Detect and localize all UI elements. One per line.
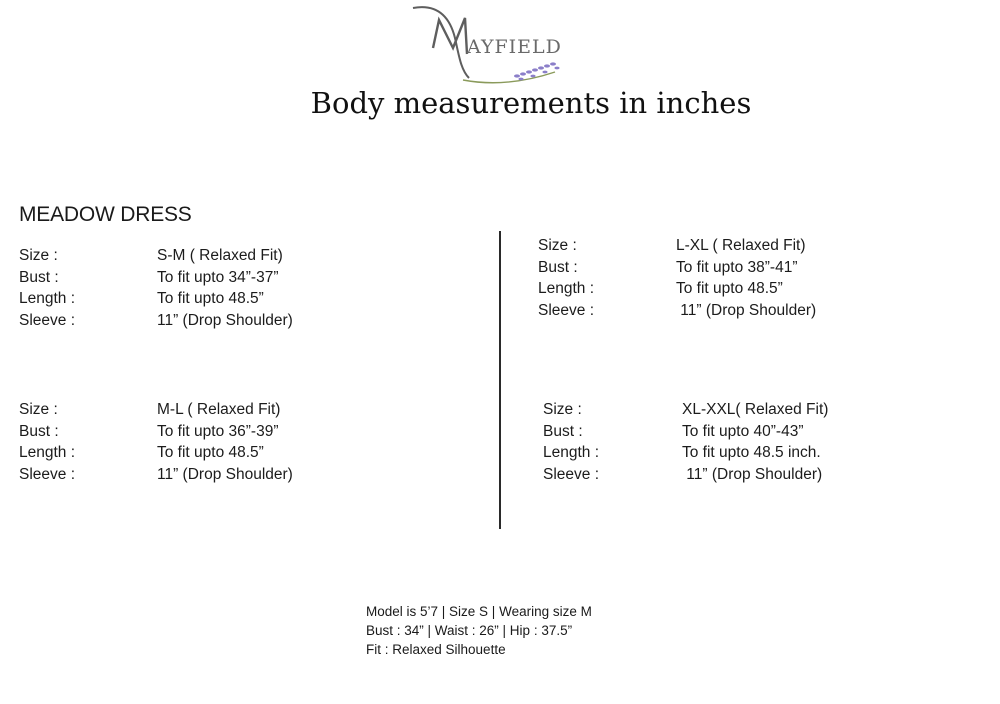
bust-value: To fit upto 38”-41” <box>676 258 798 276</box>
bust-value: To fit upto 40”-43” <box>682 422 804 440</box>
size-row <box>543 399 963 421</box>
length-row <box>538 278 958 300</box>
bust-value: To fit upto 34”-37” <box>157 268 279 286</box>
sleeve-label: Sleeve : <box>19 311 76 329</box>
sleeve-label: Sleeve : <box>19 465 76 483</box>
product-name: MEADOW DRESS <box>19 203 192 226</box>
size-value: M-L ( Relaxed Fit) <box>157 401 281 418</box>
bust-label: Bust : <box>538 258 578 276</box>
sleeve-label: Sleeve : <box>538 301 595 319</box>
size-row <box>538 235 958 257</box>
brand-wordmark: AYFIELD <box>467 36 562 58</box>
sleeve-value: 11” (Drop Shoulder) <box>157 311 293 329</box>
bust-value: To fit upto 36”-39” <box>157 422 279 440</box>
size-label: Size : <box>19 247 58 264</box>
size-chart-xl-xxl <box>543 399 963 485</box>
sleeve-value: 11” (Drop Shoulder) <box>682 465 823 483</box>
length-row <box>19 442 419 464</box>
sleeve-row <box>538 300 958 322</box>
column-divider <box>499 231 501 529</box>
sleeve-row <box>543 464 963 486</box>
length-value: To fit upto 48.5 inch. <box>682 444 821 462</box>
length-label: Length : <box>538 280 595 298</box>
bust-label: Bust : <box>19 268 59 286</box>
bust-label: Bust : <box>19 422 59 440</box>
bust-row <box>543 421 963 443</box>
size-label: Size : <box>538 237 577 254</box>
model-fit: Fit : Relaxed Silhouette <box>366 641 506 657</box>
length-label: Length : <box>19 444 76 462</box>
sleeve-label: Sleeve : <box>543 465 600 483</box>
length-value: To fit upto 48.5” <box>157 444 264 462</box>
sleeve-row <box>19 310 419 332</box>
size-label: Size : <box>543 401 582 418</box>
bust-row <box>19 267 419 289</box>
length-label: Length : <box>19 290 76 308</box>
length-label: Length : <box>543 444 600 462</box>
sleeve-row <box>19 464 419 486</box>
bust-row <box>19 421 419 443</box>
bust-row <box>538 257 958 279</box>
size-row <box>19 245 419 267</box>
size-value: L-XL ( Relaxed Fit) <box>676 237 806 254</box>
size-value: S-M ( Relaxed Fit) <box>157 247 283 264</box>
bust-label: Bust : <box>543 422 583 440</box>
sleeve-value: 11” (Drop Shoulder) <box>676 301 817 319</box>
page-title: Body measurements in inches <box>310 86 752 120</box>
sleeve-value: 11” (Drop Shoulder) <box>157 465 293 483</box>
length-value: To fit upto 48.5” <box>157 290 264 308</box>
length-row <box>19 288 419 310</box>
model-info <box>366 603 592 659</box>
size-value: XL-XXL( Relaxed Fit) <box>682 401 829 418</box>
length-row <box>543 442 963 464</box>
size-chart-l-xl <box>538 235 958 321</box>
size-label: Size : <box>19 401 58 418</box>
model-height-size: Model is 5’7 | Size S | Wearing size M <box>366 604 592 619</box>
size-chart-s-m <box>19 245 419 331</box>
length-value: To fit upto 48.5” <box>676 280 783 298</box>
model-measurements: Bust : 34” | Waist : 26” | Hip : 37.5” <box>366 622 573 638</box>
size-chart-m-l <box>19 399 419 485</box>
size-row <box>19 399 419 421</box>
